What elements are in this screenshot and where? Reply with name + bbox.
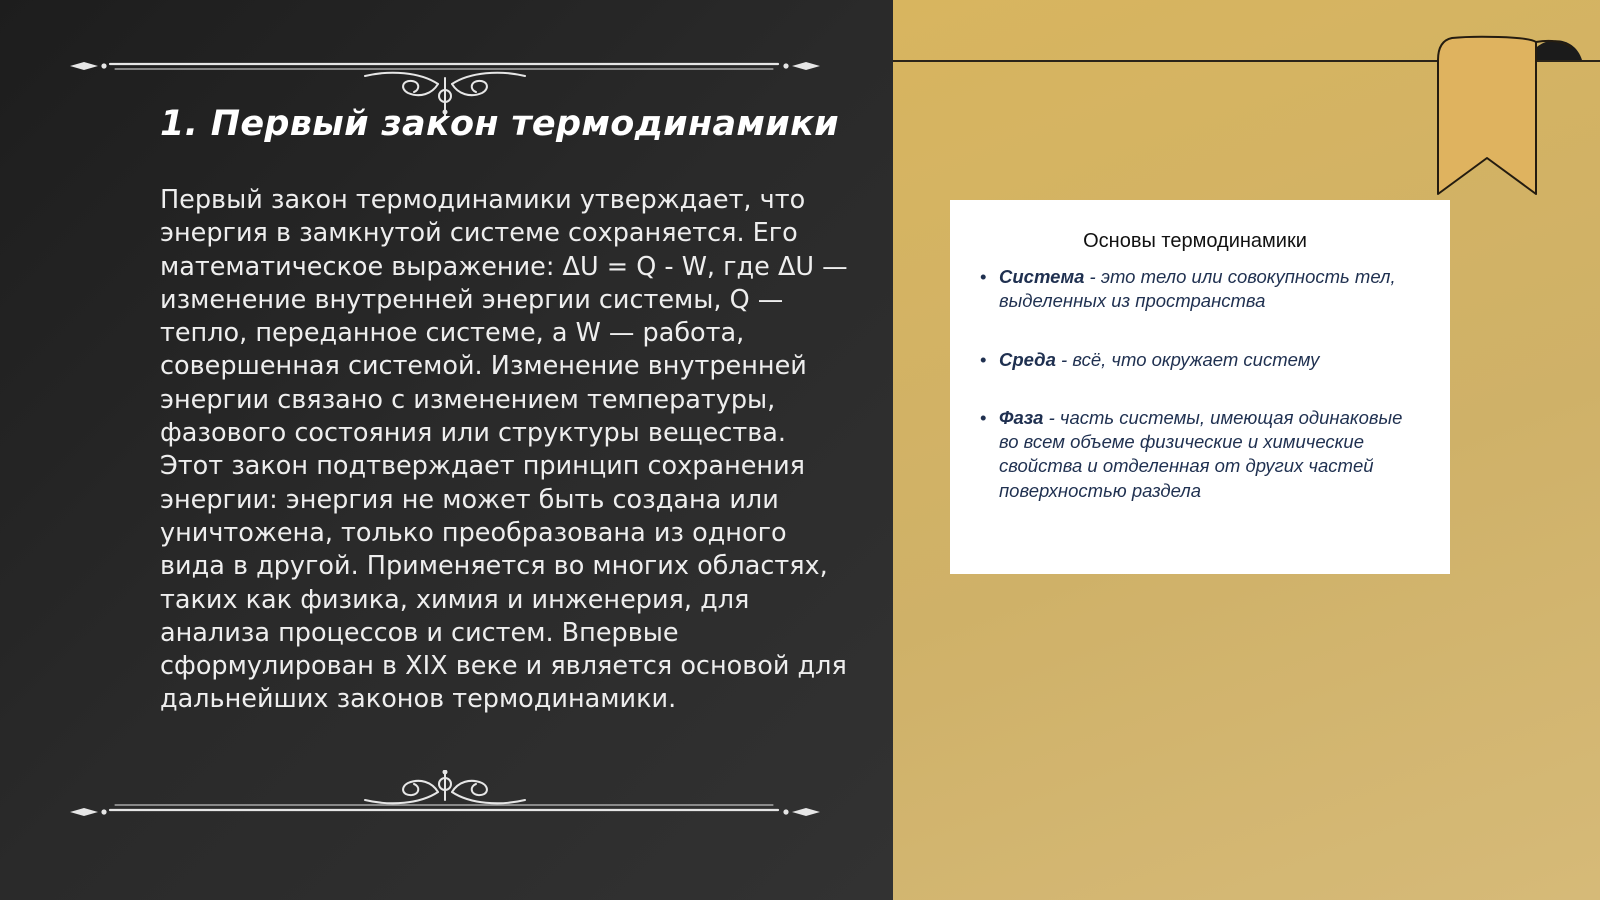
bottom-flourish-divider-icon: [60, 770, 830, 830]
term-label: Система: [999, 266, 1085, 287]
slide-body-text: Первый закон термодинамики утверждает, что энергия в замкнутой системе сохраняется. Его математическое выражение: ΔU = Q - W, где ΔU — изменение внутренней энергии системы, Q — тепло, переданное системе, а W — работа, совершенная системой. Изменение внутренней энергии связано с изменением температуры, фазового состояния или структуры вещества. Этот закон подтверждает принцип сохранения энергии: энергия не может быть создана или уничтожена, только преобразована из одного вида в другой. Применяется во многих областях, таких как физика, химия и инженерия, для анализа процессов и систем. Впервые сформулирован в XIX веке и является основой для дальнейших законов термодинамики.: [160, 185, 848, 715]
definition-text: - часть системы, имеющая одинаковые во всем объеме физические и химические свойства и отделенная от других частей поверхностью раздела: [999, 406, 1403, 501]
definition-text: - это тело или совокупность тел, выделенных из пространства: [999, 266, 1396, 312]
definition-text: - всё, что окружает систему: [1055, 348, 1320, 370]
slide-title: 1. Первый закон термодинамики: [160, 104, 839, 144]
term-label: Фаза: [999, 406, 1044, 428]
bookmark-ribbon-icon: [1432, 34, 1592, 199]
definition-list: [980, 265, 1410, 503]
list-item: [980, 348, 1410, 372]
list-item: [980, 265, 1410, 314]
list-item: [980, 406, 1410, 503]
info-card: [950, 200, 1450, 574]
term-label: Среда: [999, 348, 1056, 370]
card-title: Основы термодинамики: [1083, 230, 1307, 252]
